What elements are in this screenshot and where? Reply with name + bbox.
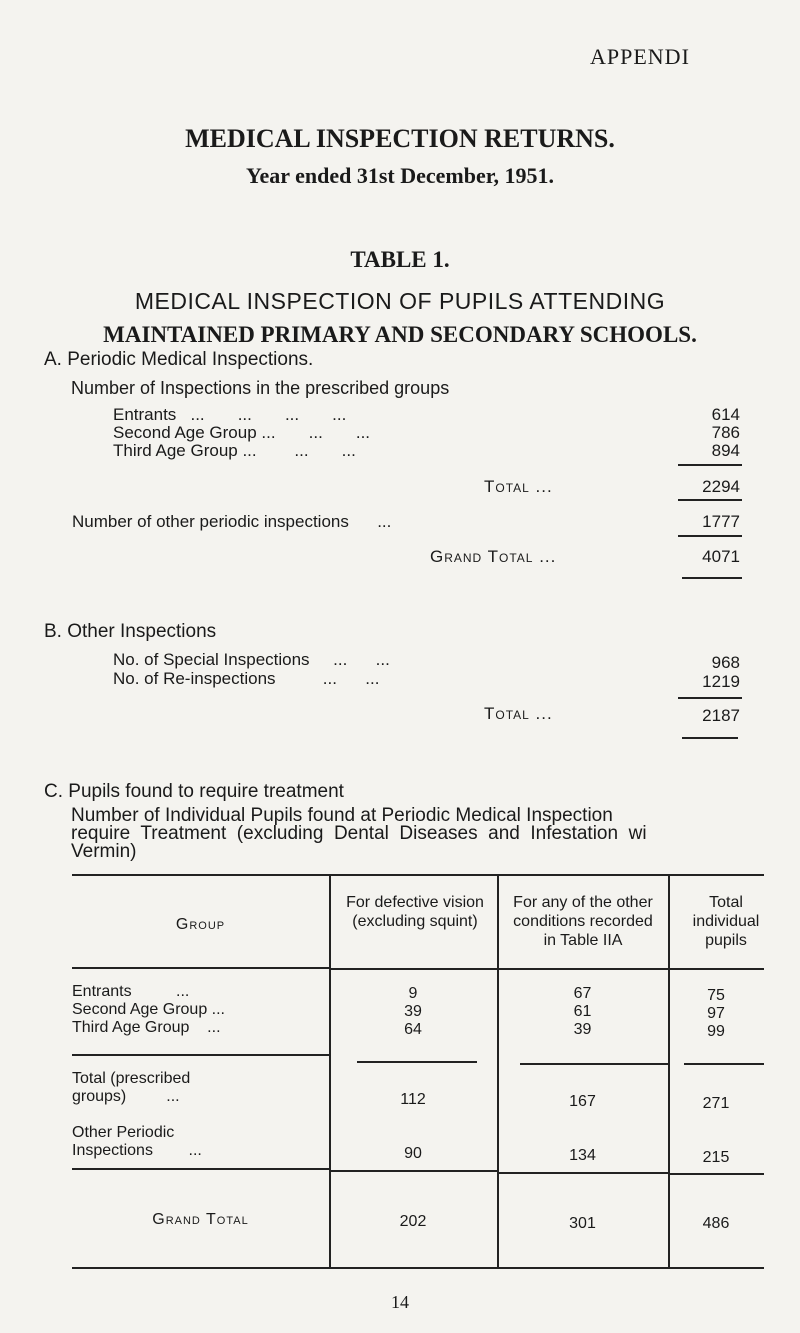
divider	[72, 1168, 329, 1170]
divider	[72, 1054, 329, 1056]
table-cell: 112	[400, 1091, 426, 1108]
list-item: Third Age Group ... ... ...	[113, 441, 356, 460]
table-header-other-conditions: For any of the other conditions recorded in Table IIA	[513, 894, 653, 949]
table-cell: 215	[702, 1149, 730, 1166]
column-divider	[668, 1172, 670, 1268]
table-header-group: Group	[175, 916, 226, 933]
table-cell: 271	[702, 1095, 730, 1112]
table-bottom-rule	[72, 1267, 764, 1269]
divider	[357, 1061, 477, 1063]
list-item-value: 894	[711, 441, 740, 460]
table-cell: 97	[707, 1005, 725, 1022]
table-cell: 202	[399, 1213, 427, 1230]
divider	[684, 1063, 764, 1065]
divider	[72, 967, 329, 969]
table-row-label: Inspections ...	[72, 1142, 202, 1159]
list-item-value: 614	[711, 405, 740, 424]
appendix-heading: APPENDI	[590, 44, 690, 69]
heading-line-1: MEDICAL INSPECTION OF PUPILS ATTENDING	[134, 288, 666, 314]
grand-total-row-label: Grand Total	[152, 1211, 249, 1228]
table-row-label: Total (prescribed	[72, 1070, 191, 1087]
other-inspections-label: Number of other periodic inspections ...	[72, 512, 392, 531]
divider	[682, 577, 742, 579]
grand-total-value: 4071	[702, 547, 740, 566]
other-inspections-value: 1777	[702, 512, 740, 531]
table-header-vision: For defective vision (excluding squint)	[346, 894, 484, 930]
table-cell: 64	[404, 1021, 422, 1038]
divider	[678, 697, 742, 699]
document-title: MEDICAL INSPECTION RETURNS.	[185, 124, 615, 153]
section-c-line-1: Number of Individual Pupils found at Periodic Medical Inspection	[71, 805, 613, 826]
divider	[329, 1170, 497, 1172]
table-row-label: Entrants ...	[72, 983, 190, 1000]
divider	[520, 1063, 668, 1065]
section-c-line-3: Vermin)	[71, 841, 137, 862]
divider	[668, 1173, 764, 1175]
table-label: TABLE 1.	[350, 247, 450, 272]
list-item: No. of Special Inspections ... ...	[113, 650, 390, 669]
total-value: 2187	[702, 706, 740, 725]
divider	[678, 535, 742, 537]
table-row-label: Second Age Group ...	[72, 1001, 225, 1018]
divider	[497, 968, 668, 970]
list-item-value: 968	[711, 653, 740, 672]
table-cell: 99	[707, 1023, 725, 1040]
table-cell: 75	[707, 987, 725, 1004]
table-cell: 39	[573, 1021, 592, 1038]
list-item-value: 786	[711, 423, 740, 442]
total-label: Total ...	[484, 477, 553, 496]
divider	[497, 1172, 668, 1174]
divider	[668, 968, 764, 970]
table-cell: 67	[573, 985, 592, 1002]
table-row-label: Other Periodic	[72, 1124, 175, 1141]
list-item-value: 1219	[702, 672, 740, 691]
grand-total-label: Grand Total ...	[430, 547, 557, 566]
table-cell: 134	[569, 1147, 596, 1164]
section-b-title: B. Other Inspections	[44, 621, 217, 642]
list-item: Second Age Group ... ... ...	[113, 423, 371, 442]
column-divider	[497, 1172, 499, 1268]
table-row-label: Third Age Group ...	[72, 1019, 221, 1036]
divider	[682, 737, 738, 739]
divider	[678, 464, 742, 466]
table-cell: 90	[404, 1145, 422, 1162]
table-cell: 486	[702, 1215, 730, 1232]
section-a-title: A. Periodic Medical Inspections.	[44, 349, 314, 370]
table-header-total: Total individual pupils	[692, 894, 760, 949]
table-cell: 301	[569, 1215, 596, 1232]
divider	[329, 968, 497, 970]
list-item: No. of Re-inspections ... ...	[113, 669, 380, 688]
section-c-line-2: require Treatment (excluding Dental Diseases and Infestation wi	[71, 823, 647, 844]
table-row-label: groups) ...	[72, 1088, 180, 1105]
table-cell: 167	[569, 1093, 596, 1110]
section-c-title: C. Pupils found to require treatment	[44, 781, 344, 802]
table-cell: 9	[408, 985, 418, 1002]
total-value: 2294	[702, 477, 740, 496]
divider	[678, 499, 742, 501]
document-subtitle: Year ended 31st December, 1951.	[246, 163, 554, 188]
table-cell: 61	[573, 1003, 592, 1020]
heading-line-2: MAINTAINED PRIMARY AND SECONDARY SCHOOLS.	[103, 322, 697, 347]
table-top-rule	[72, 874, 764, 876]
section-a-subtitle: Number of Inspections in the prescribed groups	[71, 378, 450, 398]
table-cell: 39	[404, 1003, 422, 1020]
list-item: Entrants ... ... ... ...	[113, 405, 347, 424]
column-divider	[329, 1172, 331, 1268]
page-number: 14	[391, 1292, 409, 1312]
total-label: Total ...	[484, 704, 553, 723]
